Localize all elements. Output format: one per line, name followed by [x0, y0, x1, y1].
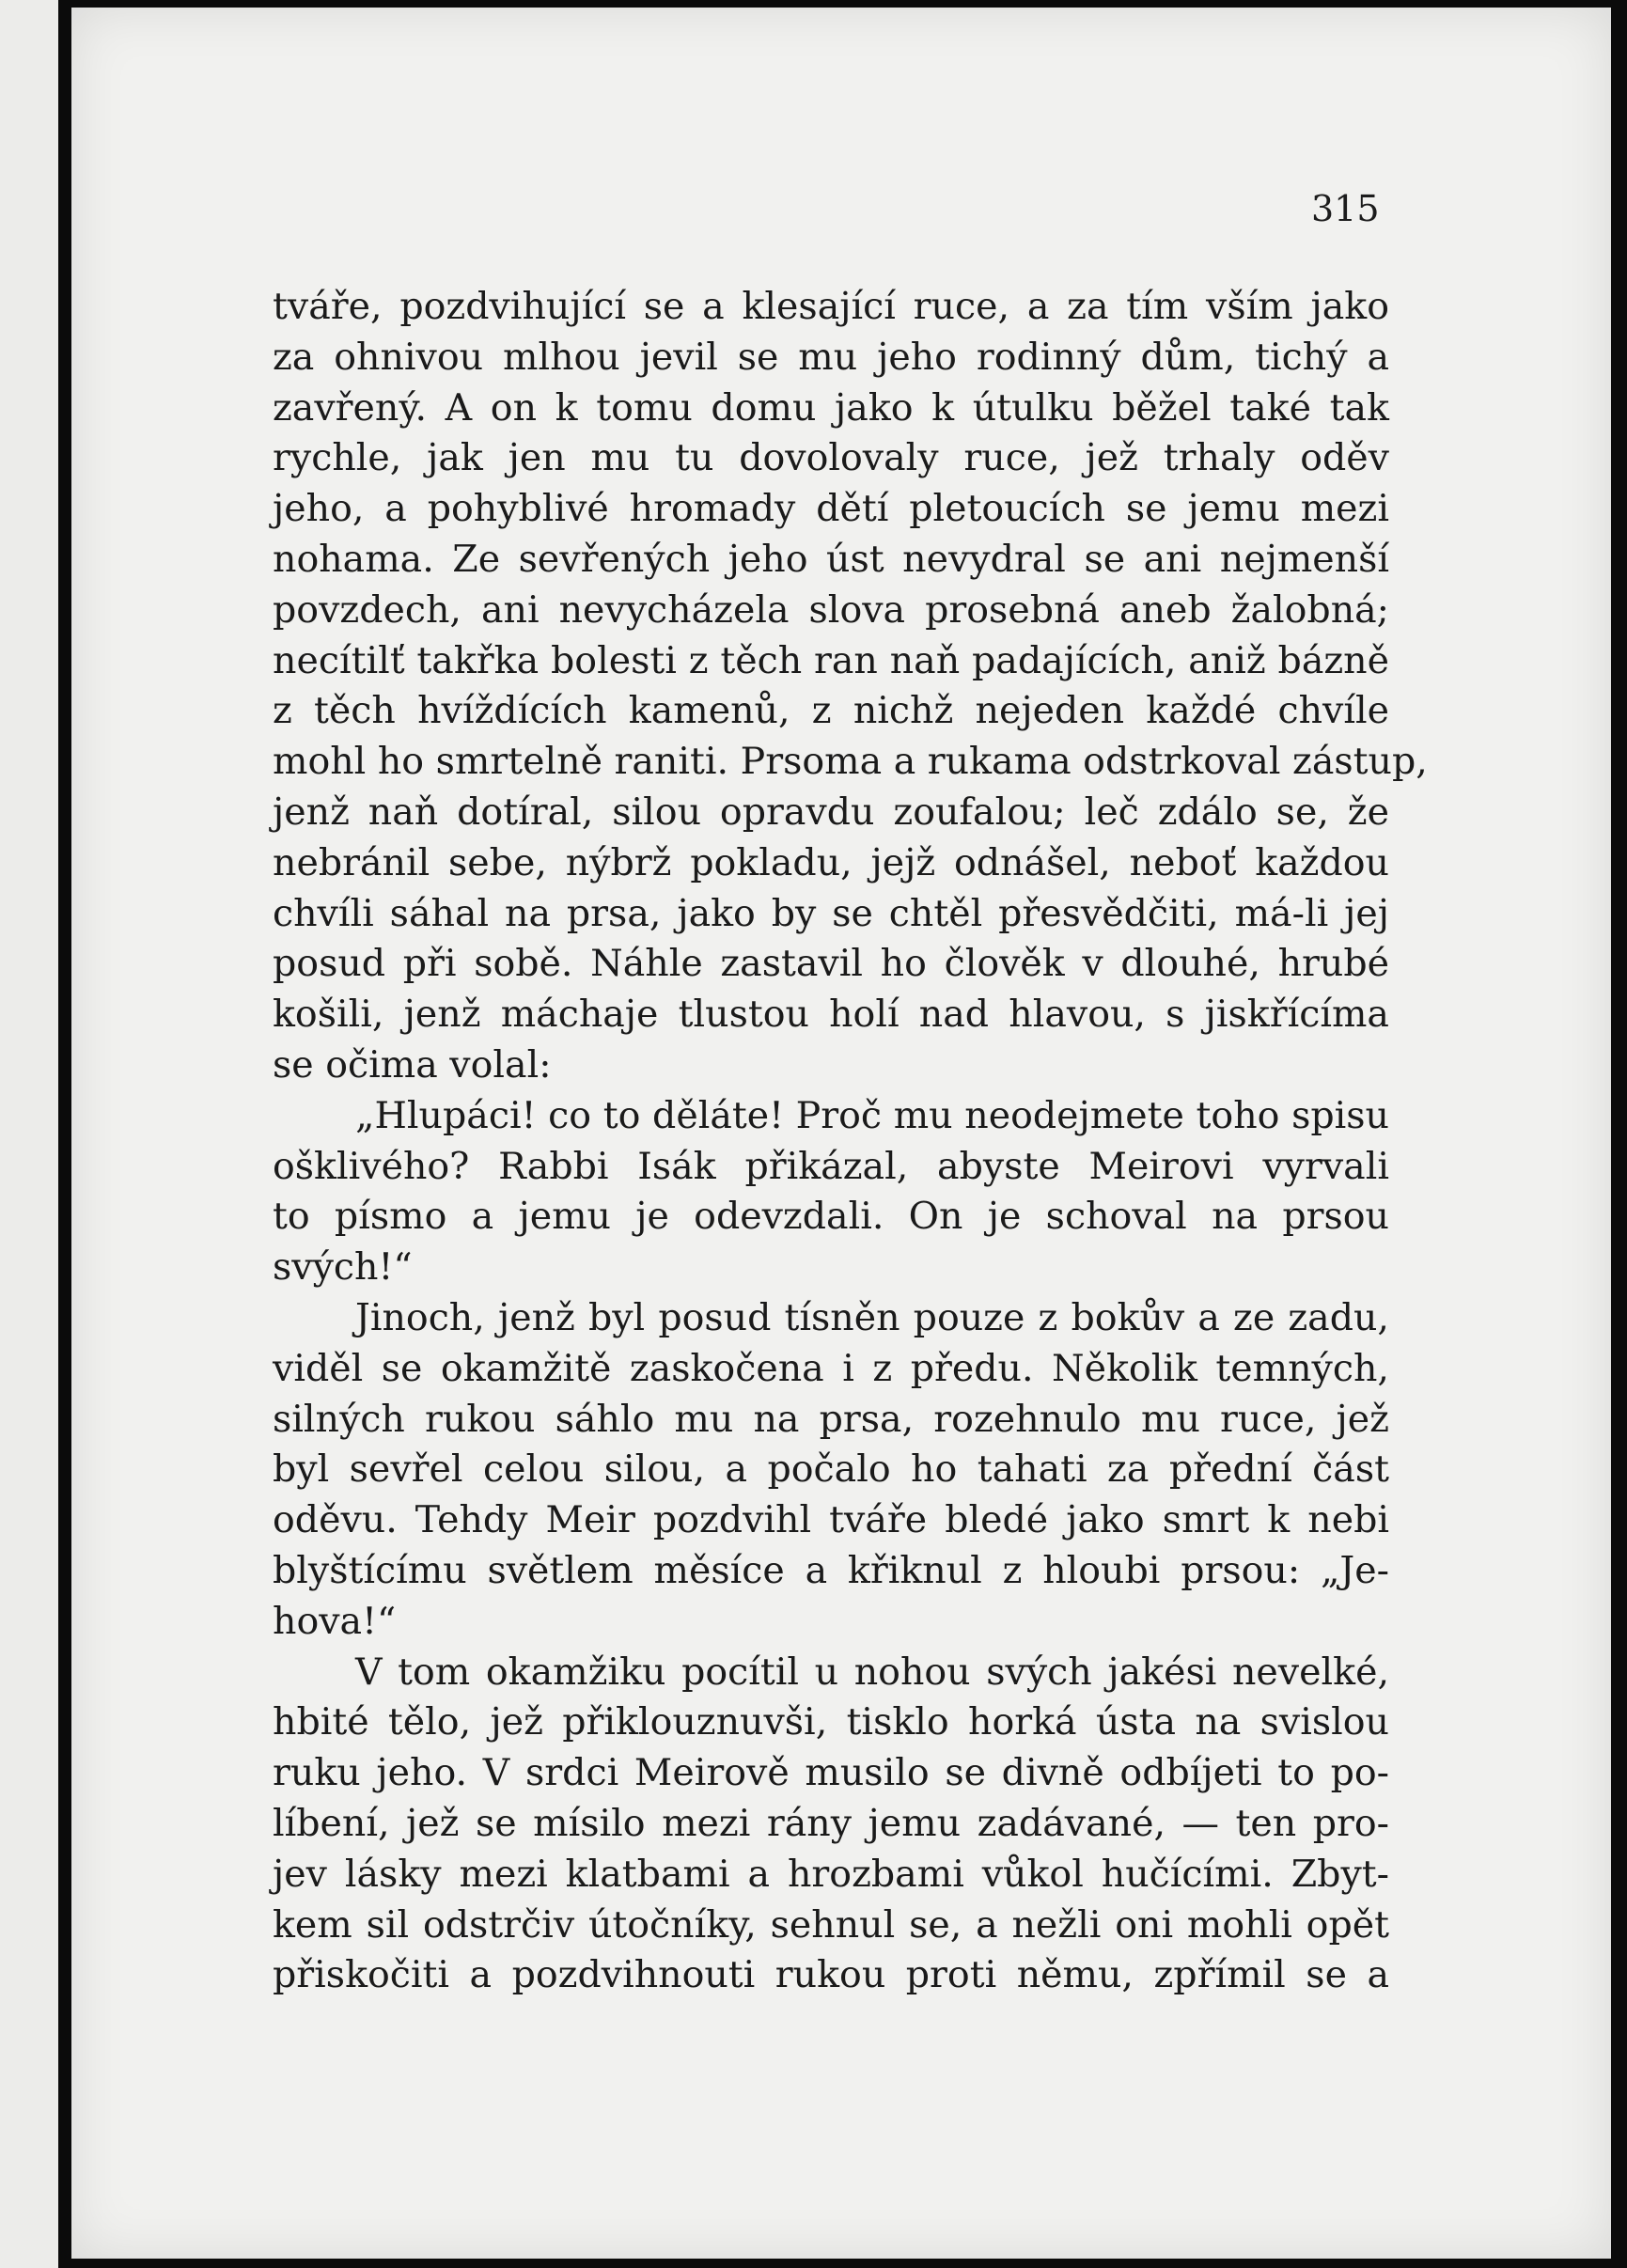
text-line: silných rukou sáhlo mu na prsa, rozehnulo mu ruce, jež	[273, 1397, 1389, 1441]
text-line: byl sevřel celou silou, a počalo ho tahati za přední část	[273, 1447, 1389, 1492]
text-line: Jinoch, jenž byl posud tísněn pouze z bokův a ze zadu,	[355, 1295, 1389, 1339]
paragraph	[273, 1648, 1389, 2002]
text-line: ošklivého? Rabbi Isák přikázal, abyste Meirovi vyrvali	[273, 1144, 1389, 1188]
text-line: jenž naň dotíral, silou opravdu zoufalou; leč zdálo se, že	[273, 790, 1389, 834]
text-line: necítilť takřka bolesti z těch ran naň padajících, aniž bázně	[273, 638, 1389, 682]
text-line: ruku jeho. V srdci Meirově musilo se divně odbíjeti to po-	[273, 1751, 1389, 1795]
text-line: se očima volal:	[273, 1042, 552, 1087]
paragraph	[273, 282, 1428, 1091]
text-line: jev lásky mezi klatbami a hrozbami vůkol hučícími. Zbyt-	[273, 1852, 1389, 1896]
text-line: blyštícímu světlem měsíce a křiknul z hloubi prsou: „Je-	[273, 1548, 1389, 1592]
text-line: nebránil sebe, nýbrž pokladu, jejž odnášel, neboť každou	[273, 840, 1389, 884]
text-line: tváře, pozdvihující se a klesající ruce, a za tím vším jako	[273, 285, 1389, 328]
paragraph	[273, 1091, 1389, 1293]
text-line: chvíli sáhal na prsa, jako by se chtěl přesvědčiti, má-li jej	[273, 891, 1389, 935]
text-line: nohama. Ze sevřených jeho úst nevydral se ani nejmenší	[273, 537, 1389, 581]
text-line: kem sil odstrčiv útočníky, sehnul se, a nežli oni mohli opět	[273, 1902, 1389, 1947]
text-line: oděvu. Tehdy Meir pozdvihl tváře bledé jako smrt k nebi	[273, 1498, 1389, 1542]
text-line: za ohnivou mlhou jevil se mu jeho rodinný dům, tichý a	[273, 335, 1389, 379]
text-line: viděl se okamžitě zaskočena i z předu. Několik temných,	[273, 1346, 1389, 1390]
text-line: svých!“	[273, 1245, 413, 1290]
text-line: zavřený. A on k tomu domu jako k útulku běžel také tak	[273, 385, 1389, 430]
text-line: posud při sobě. Náhle zastavil ho člověk v dlouhé, hrubé	[273, 942, 1389, 986]
adjacent-page-edge	[0, 0, 58, 2268]
text-line: líbení, jež se mísilo mezi rány jemu zadávané, — ten pro-	[273, 1801, 1389, 1845]
text-line: rychle, jak jen mu tu dovolovaly ruce, jež trhaly oděv	[273, 436, 1389, 480]
text-line: mohl ho smrtelně raniti. Prsoma a rukama odstrkoval zástup,	[273, 740, 1428, 784]
text-line: hova!“	[273, 1599, 397, 1643]
text-line: „Hlupáci! co to děláte! Proč mu neodejmete toho spisu	[355, 1093, 1389, 1137]
text-line: to písmo a jemu je odevzdali. On je schoval na prsou	[273, 1195, 1389, 1239]
text-line: hbité tělo, jež přiklouznuvši, tisklo horká ústa na svislou	[273, 1700, 1389, 1744]
text-line: povzdech, ani nevycházela slova prosebná aneb žalobná;	[273, 587, 1389, 632]
text-line: jeho, a pohyblivé hromady dětí pletoucích se jemu mezi	[273, 487, 1389, 531]
text-line: V tom okamžiku pocítil u nohou svých jakési nevelké,	[355, 1650, 1389, 1694]
page-number: 315	[1311, 188, 1380, 229]
paragraph	[273, 1293, 1389, 1648]
text-line: košili, jenž máchaje tlustou holí nad hlavou, s jiskřícíma	[273, 993, 1389, 1037]
body-text	[273, 282, 1428, 2001]
text-line: z těch hvíždících kamenů, z nichž nejeden každé chvíle	[273, 689, 1389, 733]
text-line: přiskočiti a pozdvihnouti rukou proti němu, zpřímil se a	[273, 1953, 1389, 1997]
